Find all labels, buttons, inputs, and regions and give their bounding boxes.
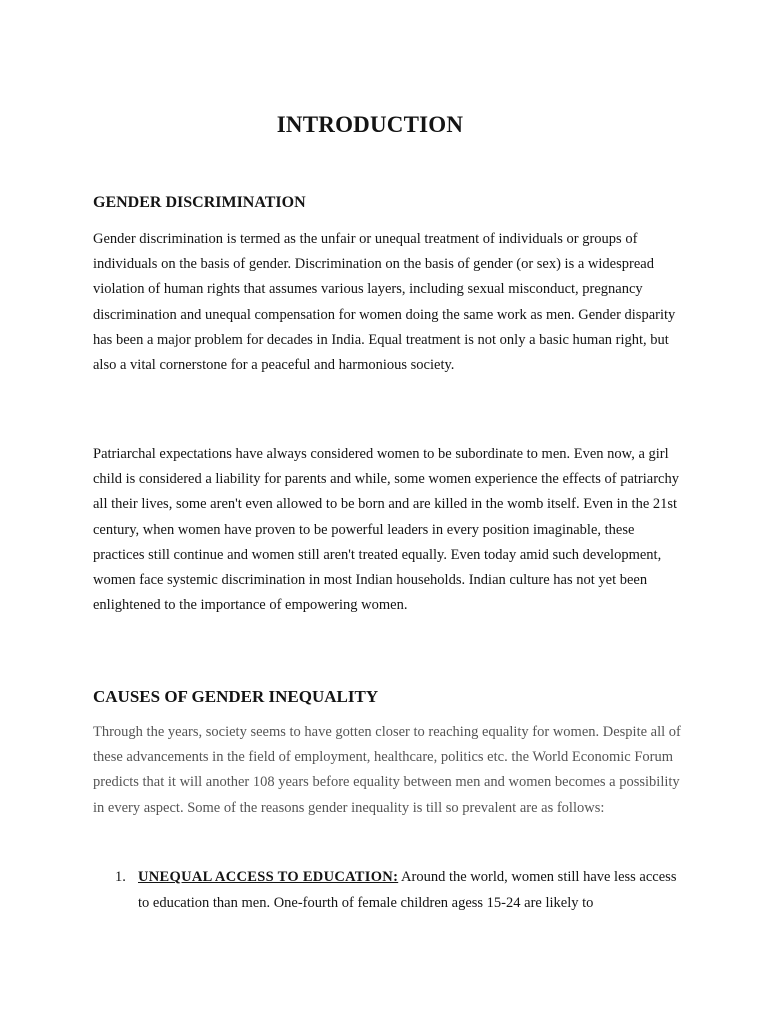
paragraph-gender-definition: Gender discrimination is termed as the unfair or unequal treatment of individuals or groups of individuals on the basis of gender. Discrimination on the basis of gender (or sex) is a widespread violation of human rights that assumes various layers, including sexual misconduct, pregnancy discrimination and unequal compensation for women doing the same work as men. Gender disparity has been a major problem for decades in India. Equal treatment is not only a basic human right, but also a vital cornerstone for a peaceful and harmonious society. xyxy=(93,231,676,374)
document-title: INTRODUCTION xyxy=(276,112,464,137)
list-item-number: 1. xyxy=(115,869,126,885)
section-heading-causes: CAUSES OF GENDER INEQUALITY xyxy=(93,687,379,706)
list-item-text: Around the world, women still have less access to education than men. One-fourth of female children agess 15-24 are likely to xyxy=(138,869,677,911)
section-heading-gender-discrimination: GENDER DISCRIMINATION xyxy=(93,194,306,211)
list-item-body xyxy=(138,864,683,916)
list-item-label: UNEQUAL ACCESS TO EDUCATION: xyxy=(138,869,399,885)
paragraph-causes-intro: Through the years, society seems to have gotten closer to reaching equality for women. Despite all of these advancements in the field of employment, healthcare, politics etc. the World Economic Forum predicts that it will another 108 years before equality between men and women becomes a possibility in every aspect. Some of the reasons gender inequality is till so prevalent are as follows: xyxy=(93,724,681,816)
list-item xyxy=(93,864,683,916)
paragraph-patriarchal-expectations: Patriarchal expectations have always considered women to be subordinate to men. Even now, a girl child is considered a liability for parents and while, some women experience the effects of patriarchy all their lives, some aren't even allowed to be born and are killed in the womb itself. Even in the 21st century, when women have proven to be powerful leaders in every position imaginable, these practices still continue and women still aren't treated equally. Even today amid such development, women face systemic discrimination in most Indian households. Indian culture has not yet been enlightened to the importance of empowering women. xyxy=(93,446,679,614)
causes-list xyxy=(93,864,683,916)
